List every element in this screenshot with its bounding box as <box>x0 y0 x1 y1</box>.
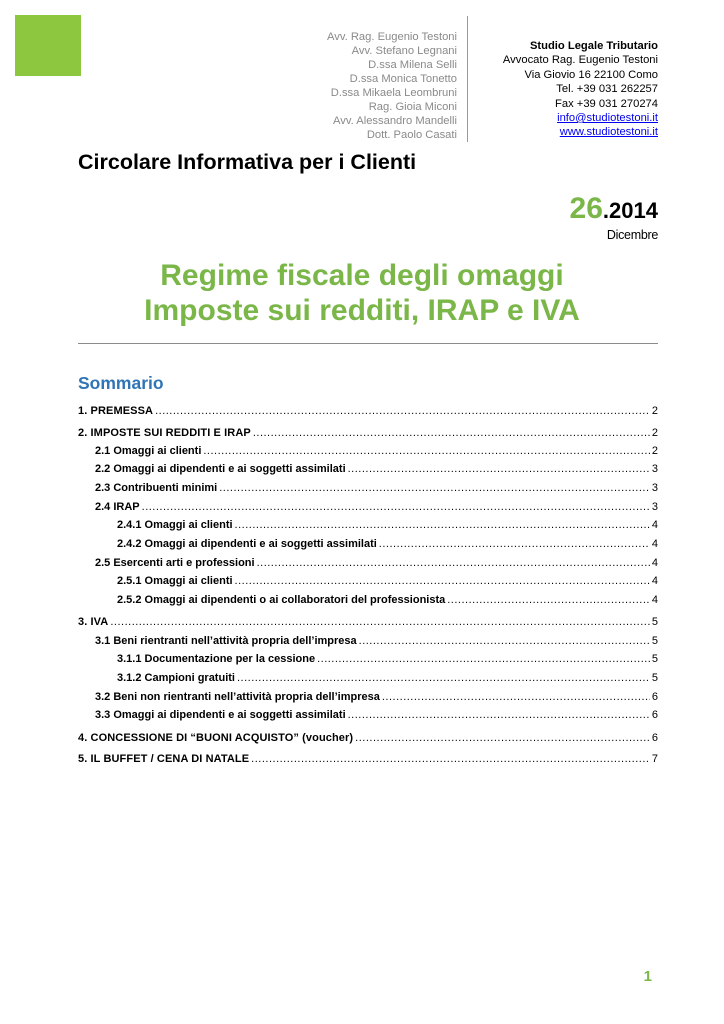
toc-page-number: 4 <box>651 575 658 587</box>
toc-entry-text: 3.2 Beni non rientranti nell’attività propria dell’impresa <box>95 691 380 703</box>
toc-page-number: 2 <box>651 427 658 439</box>
page-number: 1 <box>643 968 652 985</box>
toc-leader <box>382 691 650 704</box>
studio-address: Via Giovio 16 22100 Como <box>524 68 658 81</box>
partner-name: Avv. Stefano Legnani <box>351 45 457 57</box>
toc-page-number: 2 <box>651 405 658 417</box>
issue-month: Dicembre <box>606 228 658 242</box>
toc-page-number: 4 <box>651 594 658 606</box>
toc-leader <box>348 463 650 476</box>
logo-square <box>15 15 81 76</box>
toc-page-number: 7 <box>651 753 658 765</box>
studio-info <box>458 39 658 140</box>
toc-entry-text: 4. CONCESSIONE DI “BUONI ACQUISTO” (voucher) <box>78 732 354 744</box>
toc-page-number: 5 <box>651 672 658 684</box>
toc-entry[interactable] <box>78 634 658 648</box>
toc-heading: Sommario <box>78 373 164 393</box>
toc-entry-text: 2.3 Contribuenti minimi <box>95 482 218 494</box>
toc-entry-text: 1. PREMESSA <box>78 405 154 417</box>
partner-name: Dott. Paolo Casati <box>366 129 457 141</box>
toc-leader <box>251 753 650 766</box>
partner-name: Rag. Gioia Miconi <box>368 101 457 113</box>
partner-name: Avv. Rag. Eugenio Testoni <box>327 31 457 43</box>
toc-leader <box>253 427 650 440</box>
toc-page-number: 4 <box>651 557 658 569</box>
toc-entry-text: 2. IMPOSTE SUI REDDITI E IRAP <box>78 427 251 439</box>
title-separator <box>78 343 658 344</box>
toc-leader <box>155 405 650 418</box>
toc-leader <box>237 672 650 685</box>
toc-entry-text: 2.5.1 Omaggi ai clienti <box>117 575 233 587</box>
toc-entry[interactable] <box>78 404 658 418</box>
partner-name: Avv. Alessandro Mandelli <box>333 115 457 127</box>
toc-page-number: 6 <box>651 732 658 744</box>
studio-owner: Avvocato Rag. Eugenio Testoni <box>502 54 658 67</box>
toc-entry[interactable] <box>78 652 658 666</box>
toc-entry-text: 2.5 Esercenti arti e professioni <box>95 557 255 569</box>
toc-entry[interactable] <box>78 574 658 588</box>
toc-entry[interactable] <box>78 537 658 551</box>
toc-page-number: 3 <box>651 463 658 475</box>
issue-number <box>570 192 658 226</box>
partner-name: D.ssa Monica Tonetto <box>349 73 457 85</box>
toc-entry[interactable] <box>78 708 658 722</box>
partner-name: D.ssa Milena Selli <box>368 59 457 71</box>
toc-leader <box>348 709 650 722</box>
toc-entry[interactable] <box>78 500 658 514</box>
toc-entry-text: 3.1.1 Documentazione per la cessione <box>117 653 316 665</box>
toc-leader <box>355 732 650 745</box>
issue-year: 2014 <box>609 198 658 223</box>
toc-page-number: 5 <box>651 635 658 647</box>
toc-leader <box>110 616 650 629</box>
toc-entry-text: 3.1 Beni rientranti nell’attività propria dell’impresa <box>95 635 357 647</box>
title-line-1: Regime fiscale degli omaggi <box>160 259 564 292</box>
series-title: Circolare Informativa per i Clienti <box>78 150 417 174</box>
partners-list <box>237 30 457 142</box>
toc-leader <box>317 653 650 666</box>
toc-entry[interactable] <box>78 752 658 766</box>
toc-entry[interactable] <box>78 731 658 745</box>
toc-page-number: 5 <box>651 653 658 665</box>
toc-page-number: 6 <box>651 709 658 721</box>
toc-leader <box>379 538 650 551</box>
toc-entry[interactable] <box>78 556 658 570</box>
toc-page-number: 5 <box>651 616 658 628</box>
toc-leader <box>235 519 650 532</box>
toc-entry[interactable] <box>78 426 658 440</box>
document-title <box>0 258 724 328</box>
toc-entry-text: 3. IVA <box>78 616 109 628</box>
toc-leader <box>203 445 650 458</box>
toc-entry-text: 2.1 Omaggi ai clienti <box>95 445 202 457</box>
toc-entry-text: 2.2 Omaggi ai dipendenti e ai soggetti assimilati <box>95 463 346 475</box>
toc-entry-text: 2.4 IRAP <box>95 501 140 513</box>
title-line-2: Imposte sui redditi, IRAP e IVA <box>144 294 580 327</box>
toc-entry-text: 2.4.2 Omaggi ai dipendenti e ai soggetti assimilati <box>117 538 377 550</box>
partner-name: D.ssa Mikaela Leombruni <box>330 87 457 99</box>
toc-entry-text: 3.1.2 Campioni gratuiti <box>117 672 235 684</box>
email-link[interactable]: info@studiotestoni.it <box>557 112 658 125</box>
toc-entry[interactable] <box>78 690 658 704</box>
toc-page-number: 3 <box>651 482 658 494</box>
toc-page-number: 4 <box>651 538 658 550</box>
issue-dot: . <box>602 198 610 223</box>
toc-leader <box>235 575 650 588</box>
toc-entry[interactable] <box>78 462 658 476</box>
toc-entry[interactable] <box>78 518 658 532</box>
toc-entry-text: 2.4.1 Omaggi ai clienti <box>117 519 233 531</box>
toc-leader <box>257 557 650 570</box>
studio-tel: Tel. +39 031 262257 <box>556 83 658 96</box>
toc-page-number: 6 <box>651 691 658 703</box>
toc-page-number: 4 <box>651 519 658 531</box>
toc-leader <box>219 482 650 495</box>
toc-entry[interactable] <box>78 615 658 629</box>
toc-leader <box>142 501 650 514</box>
toc-entry-text: 2.5.2 Omaggi ai dipendenti o ai collaboratori del professionista <box>117 594 446 606</box>
studio-fax: Fax +39 031 270274 <box>555 97 658 110</box>
toc-leader <box>359 635 650 648</box>
toc-entry[interactable] <box>78 593 658 607</box>
toc-entry[interactable] <box>78 671 658 685</box>
issue-num: 26 <box>569 192 603 225</box>
toc-page-number: 2 <box>651 445 658 457</box>
website-link[interactable]: www.studiotestoni.it <box>559 126 658 139</box>
toc-page-number: 3 <box>651 501 658 513</box>
toc-entry[interactable] <box>78 481 658 495</box>
toc-entry[interactable] <box>78 444 658 458</box>
studio-name: Studio Legale Tributario <box>529 40 658 52</box>
toc-leader <box>447 594 650 607</box>
toc-entry-text: 3.3 Omaggi ai dipendenti e ai soggetti assimilati <box>95 709 346 721</box>
toc-entry-text: 5. IL BUFFET / CENA DI NATALE <box>78 753 250 765</box>
